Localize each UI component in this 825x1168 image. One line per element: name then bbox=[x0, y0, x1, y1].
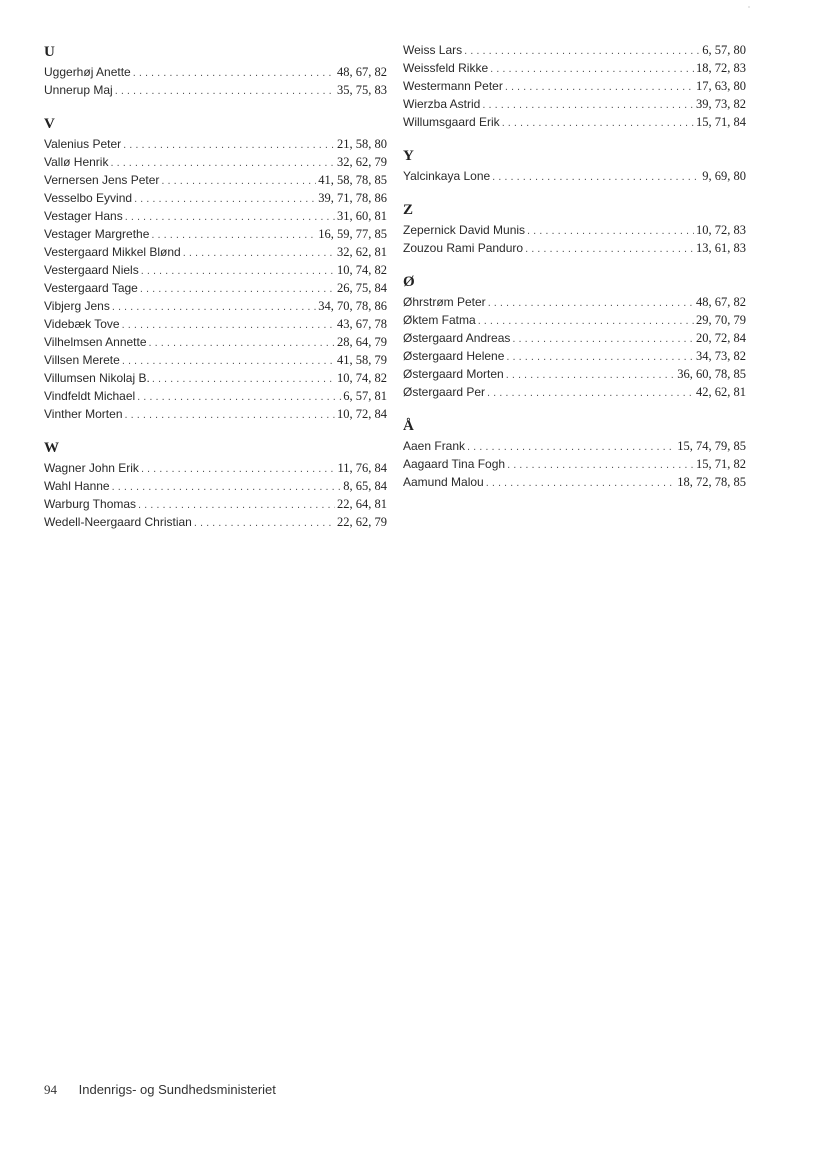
entry-name: Østergaard Helene bbox=[403, 349, 505, 363]
index-entry bbox=[403, 114, 746, 132]
dot-leader bbox=[464, 43, 700, 60]
index-entry bbox=[403, 60, 746, 78]
entry-name: Vernersen Jens Peter bbox=[44, 173, 160, 187]
entry-name: Aaen Frank bbox=[403, 439, 466, 453]
entry-pages: 28, 64, 79 bbox=[337, 335, 387, 349]
index-entry bbox=[44, 496, 387, 514]
dot-leader bbox=[141, 263, 335, 280]
index-entry bbox=[44, 154, 387, 172]
index-entry bbox=[44, 370, 387, 388]
entry-name: Vilhelmsen Annette bbox=[44, 335, 147, 349]
entry-name: Vallø Henrik bbox=[44, 155, 109, 169]
entry-pages: 42, 62, 81 bbox=[696, 385, 746, 399]
entry-pages: 13, 61, 83 bbox=[696, 241, 746, 255]
dot-leader bbox=[492, 169, 700, 186]
dot-leader bbox=[194, 515, 335, 532]
dot-leader bbox=[507, 457, 694, 474]
index-section bbox=[44, 438, 387, 532]
section-letter-heading: Y bbox=[403, 148, 414, 164]
dot-leader bbox=[125, 209, 335, 226]
index-section bbox=[403, 416, 746, 492]
entry-name: Vinther Morten bbox=[44, 407, 123, 421]
entry-pages: 31, 60, 81 bbox=[337, 209, 387, 223]
entry-pages: 15, 71, 82 bbox=[696, 457, 746, 471]
dot-leader bbox=[152, 371, 335, 388]
entry-pages: 36, 60, 78, 85 bbox=[677, 367, 746, 381]
entry-pages: 6, 57, 81 bbox=[343, 389, 387, 403]
scan-mark bbox=[748, 6, 750, 8]
index-entry bbox=[44, 226, 387, 244]
dot-leader bbox=[134, 191, 316, 208]
entry-name: Wagner John Erik bbox=[44, 461, 139, 475]
entry-pages: 20, 72, 84 bbox=[696, 331, 746, 345]
index-entry bbox=[403, 96, 746, 114]
entry-pages: 22, 64, 81 bbox=[337, 497, 387, 511]
index-entry bbox=[44, 316, 387, 334]
index-entry bbox=[44, 514, 387, 532]
entry-name: Uggerhøj Anette bbox=[44, 65, 131, 79]
entry-name: Vestergaard Tage bbox=[44, 281, 138, 295]
dot-leader bbox=[141, 461, 336, 478]
dot-leader bbox=[506, 367, 676, 384]
index-entry bbox=[403, 168, 746, 186]
entry-pages: 10, 72, 84 bbox=[337, 407, 387, 421]
index-column-right bbox=[403, 36, 746, 492]
dot-leader bbox=[115, 83, 335, 100]
entry-pages: 29, 70, 79 bbox=[696, 313, 746, 327]
publisher-name: Indenrigs- og Sundhedsministeriet bbox=[78, 1082, 276, 1097]
entry-name: Øhrstrøm Peter bbox=[403, 295, 486, 309]
index-entry bbox=[44, 190, 387, 208]
dot-leader bbox=[512, 331, 694, 348]
entry-pages: 11, 76, 84 bbox=[337, 461, 387, 475]
entry-pages: 39, 71, 78, 86 bbox=[318, 191, 387, 205]
entry-name: Villsen Merete bbox=[44, 353, 120, 367]
page-footer bbox=[44, 1082, 276, 1098]
entry-name: Zouzou Rami Panduro bbox=[403, 241, 524, 255]
index-entry bbox=[44, 208, 387, 226]
entry-name: Aamund Malou bbox=[403, 475, 484, 489]
dot-leader bbox=[149, 335, 335, 352]
entry-pages: 18, 72, 83 bbox=[696, 61, 746, 75]
dot-leader bbox=[125, 407, 336, 424]
index-entry bbox=[403, 438, 746, 456]
index-entry bbox=[403, 312, 746, 330]
entry-pages: 34, 70, 78, 86 bbox=[318, 299, 387, 313]
entry-name: Vestergaard Mikkel Blønd bbox=[44, 245, 181, 259]
dot-leader bbox=[138, 497, 335, 514]
page-number: 94 bbox=[44, 1082, 57, 1097]
entry-pages: 48, 67, 82 bbox=[337, 65, 387, 79]
entry-pages: 48, 67, 82 bbox=[696, 295, 746, 309]
dot-leader bbox=[161, 173, 316, 190]
entry-pages: 43, 67, 78 bbox=[337, 317, 387, 331]
index-section bbox=[403, 272, 746, 402]
entry-name: Østergaard Morten bbox=[403, 367, 504, 381]
entry-pages: 9, 69, 80 bbox=[702, 169, 746, 183]
index-entry bbox=[403, 384, 746, 402]
entry-name: Wedell-Neergaard Christian bbox=[44, 515, 192, 529]
entry-name: Østergaard Andreas bbox=[403, 331, 511, 345]
entry-pages: 10, 74, 82 bbox=[337, 263, 387, 277]
entry-pages: 10, 74, 82 bbox=[337, 371, 387, 385]
dot-leader bbox=[110, 155, 335, 172]
index-entry bbox=[44, 64, 387, 82]
dot-leader bbox=[488, 295, 694, 312]
entry-name: Weiss Lars bbox=[403, 43, 463, 57]
index-entry bbox=[44, 262, 387, 280]
index-entry bbox=[44, 82, 387, 100]
entry-name: Vestergaard Niels bbox=[44, 263, 139, 277]
index-entry bbox=[44, 388, 387, 406]
index-entry bbox=[44, 136, 387, 154]
entry-pages: 15, 74, 79, 85 bbox=[677, 439, 746, 453]
index-entry bbox=[44, 460, 387, 478]
dot-leader bbox=[133, 65, 335, 82]
dot-leader bbox=[183, 245, 335, 262]
entry-name: Willumsgaard Erik bbox=[403, 115, 500, 129]
dot-leader bbox=[505, 79, 694, 96]
entry-name: Vibjerg Jens bbox=[44, 299, 110, 313]
index-entry bbox=[403, 348, 746, 366]
entry-name: Vindfeldt Michael bbox=[44, 389, 136, 403]
entry-name: Weissfeld Rikke bbox=[403, 61, 489, 75]
index-column-left bbox=[44, 36, 387, 532]
entry-pages: 15, 71, 84 bbox=[696, 115, 746, 129]
entry-pages: 17, 63, 80 bbox=[696, 79, 746, 93]
dot-leader bbox=[506, 349, 694, 366]
entry-pages: 39, 73, 82 bbox=[696, 97, 746, 111]
entry-pages: 34, 73, 82 bbox=[696, 349, 746, 363]
dot-leader bbox=[478, 313, 694, 330]
index-entry bbox=[403, 366, 746, 384]
entry-name: Villumsen Nikolaj B. bbox=[44, 371, 150, 385]
index-entry bbox=[44, 352, 387, 370]
index-section bbox=[44, 114, 387, 424]
entry-name: Wierzba Astrid bbox=[403, 97, 481, 111]
dot-leader bbox=[137, 389, 341, 406]
dot-leader bbox=[502, 115, 694, 132]
section-letter-heading: U bbox=[44, 44, 55, 60]
index-entry bbox=[44, 244, 387, 262]
dot-leader bbox=[525, 241, 694, 258]
dot-leader bbox=[486, 475, 676, 492]
dot-leader bbox=[123, 137, 335, 154]
entry-pages: 41, 58, 79 bbox=[337, 353, 387, 367]
index-entry bbox=[403, 456, 746, 474]
entry-name: Vesselbo Eyvind bbox=[44, 191, 133, 205]
entry-name: Unnerup Maj bbox=[44, 83, 113, 97]
entry-name: Yalcinkaya Lone bbox=[403, 169, 491, 183]
entry-pages: 6, 57, 80 bbox=[702, 43, 746, 57]
entry-pages: 16, 59, 77, 85 bbox=[318, 227, 387, 241]
entry-name: Wahl Hanne bbox=[44, 479, 110, 493]
dot-leader bbox=[112, 479, 342, 496]
entry-pages: 22, 62, 79 bbox=[337, 515, 387, 529]
entry-name: Vestager Hans bbox=[44, 209, 123, 223]
dot-leader bbox=[490, 61, 694, 78]
index-entry bbox=[403, 240, 746, 258]
section-letter-heading: Ø bbox=[403, 274, 415, 290]
index-entry bbox=[44, 478, 387, 496]
entry-name: Videbæk Tove bbox=[44, 317, 120, 331]
entry-pages: 18, 72, 78, 85 bbox=[677, 475, 746, 489]
index-entry bbox=[403, 78, 746, 96]
index-entry bbox=[403, 42, 746, 60]
entry-name: Valenius Peter bbox=[44, 137, 122, 151]
entry-pages: 32, 62, 81 bbox=[337, 245, 387, 259]
dot-leader bbox=[112, 299, 316, 316]
entry-name: Østergaard Per bbox=[403, 385, 486, 399]
section-letter-heading: V bbox=[44, 116, 55, 132]
entry-name: Westermann Peter bbox=[403, 79, 503, 93]
entry-pages: 41, 58, 78, 85 bbox=[318, 173, 387, 187]
section-letter-heading: Z bbox=[403, 202, 414, 218]
entry-name: Øktem Fatma bbox=[403, 313, 476, 327]
entry-pages: 26, 75, 84 bbox=[337, 281, 387, 295]
index-entry bbox=[403, 222, 746, 240]
index-entry bbox=[403, 330, 746, 348]
index-section bbox=[403, 146, 746, 186]
dot-leader bbox=[122, 353, 335, 370]
entry-name: Warburg Thomas bbox=[44, 497, 137, 511]
dot-leader bbox=[487, 385, 694, 402]
entry-name: Vestager Margrethe bbox=[44, 227, 150, 241]
index-entry bbox=[44, 334, 387, 352]
entry-name: Zepernick David Munis bbox=[403, 223, 526, 237]
dot-leader bbox=[527, 223, 694, 240]
index-entry bbox=[44, 406, 387, 424]
entry-pages: 35, 75, 83 bbox=[337, 83, 387, 97]
dot-leader bbox=[122, 317, 335, 334]
entry-pages: 8, 65, 84 bbox=[343, 479, 387, 493]
index-entry bbox=[44, 172, 387, 190]
index-section bbox=[403, 42, 746, 132]
dot-leader bbox=[467, 439, 675, 456]
index-entry bbox=[403, 474, 746, 492]
dot-leader bbox=[140, 281, 335, 298]
index-section bbox=[403, 200, 746, 258]
dot-leader bbox=[482, 97, 694, 114]
index-entry bbox=[44, 298, 387, 316]
section-letter-heading: Å bbox=[403, 418, 414, 434]
dot-leader bbox=[151, 227, 316, 244]
entry-name: Aagaard Tina Fogh bbox=[403, 457, 506, 471]
section-letter-heading: W bbox=[44, 440, 59, 456]
index-entry bbox=[403, 294, 746, 312]
index-entry bbox=[44, 280, 387, 298]
entry-pages: 32, 62, 79 bbox=[337, 155, 387, 169]
index-section bbox=[44, 42, 387, 100]
entry-pages: 21, 58, 80 bbox=[337, 137, 387, 151]
entry-pages: 10, 72, 83 bbox=[696, 223, 746, 237]
